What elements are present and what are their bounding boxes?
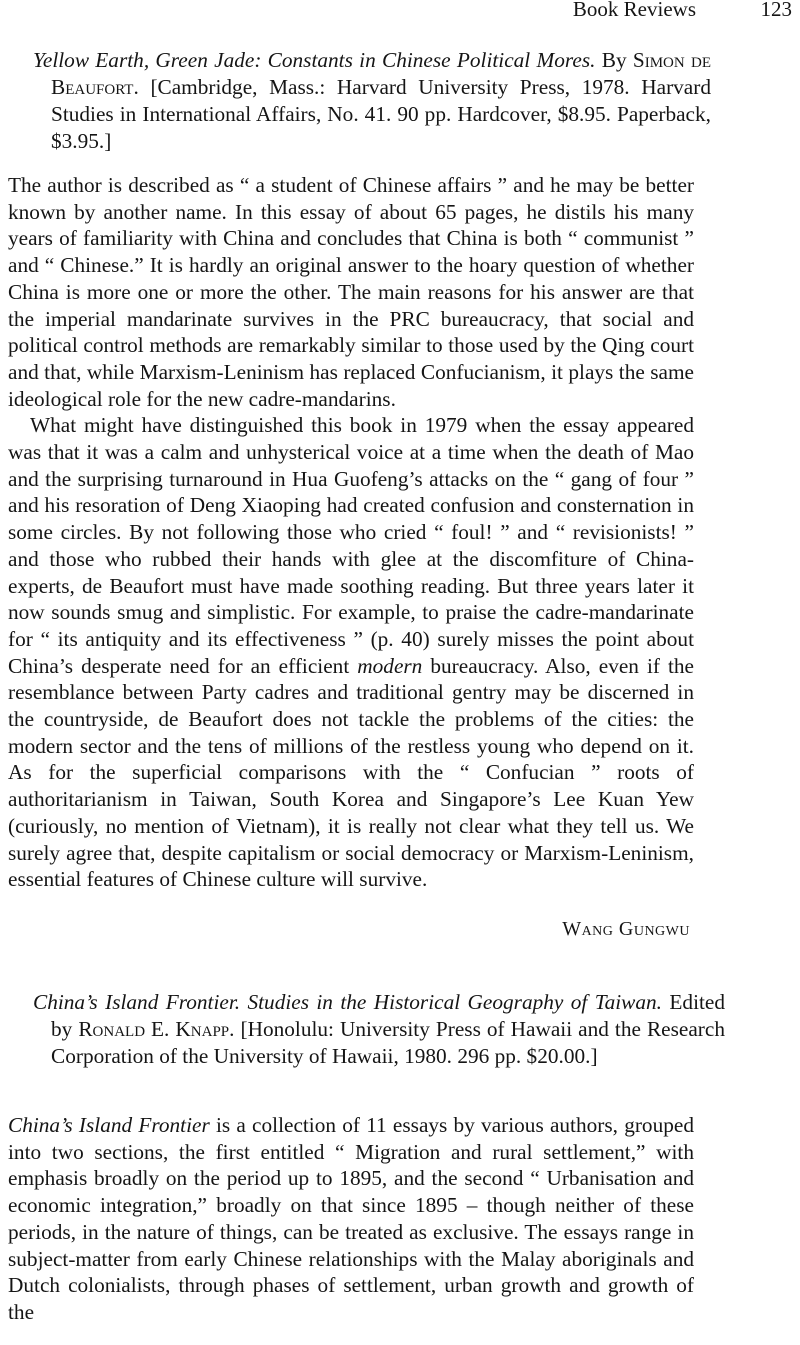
review-text-2 (8, 1112, 694, 1326)
review-text-1 (8, 172, 694, 893)
reviewer-name-1: Wang Gungwu (562, 918, 690, 940)
book-title-1: Yellow Earth, Green Jade: Constants in Chinese Political Mores. (33, 48, 596, 72)
review-2-book-title: China’s Island Frontier (8, 1113, 210, 1137)
running-title: Book Reviews (572, 0, 696, 21)
review-1-paragraph-2-start: What might have distinguished this book in 1979 when the essay appeared was that it was a calm and unhysterical voice at a time when the death of Mao and the surprising turnaround in Hua Guofeng’s attacks on the “ gang of four ” and his resoration of Deng Xiaoping had created confusion and consternation in some circles. By not following those who cried “ foul! ” and “ revisionists! ” and those who rubbed their hands with glee at the discomfiture of China-experts, de Beaufort must have made soothing reading. But three years later it now sounds smug and simplistic. For example, to praise the cadre-mandarinate for “ its antiquity and its effectiveness ” (p. 40) surely misses the point about China’s desperate need for an efficient (8, 413, 694, 678)
book-citation-1 (33, 47, 711, 155)
review-1-paragraph-2 (8, 412, 694, 893)
book-citation-2 (33, 989, 725, 1070)
review-1-paragraph-1: The author is described as “ a student of Chinese affairs ” and he may be better known by another name. In this essay of about 65 pages, he distils his many years of familiarity with China and concludes that China is both “ communist ” and “ Chinese.” It is hardly an original answer to the hoary question of whether China is more one or more the other. The main reasons for his answer are that the imperial mandarinate survives in the PRC bureaucracy, that social and political control methods are remarkably similar to those used by the Qing court and that, while Marxism-Leninism has replaced Confucianism, it plays the same ideological role for the new cadre-mandarins. (8, 173, 694, 411)
review-2-paragraph-1 (8, 1112, 694, 1326)
book-publication-details-1: [Cambridge, Mass.: Harvard University Press, 1978. Harvard Studies in International Affairs, No. 41. 90 pp. Hardcover, $8.95. Paperback, $3.95.] (51, 75, 711, 153)
book-edited-by-label: Edited by (51, 990, 726, 1041)
running-head (0, 0, 800, 25)
emphasized-word-modern: modern (357, 653, 423, 678)
book-author-1: Simon de Beaufort. (51, 48, 711, 99)
page-number: 123 (760, 0, 792, 21)
book-by-label: By (601, 48, 627, 72)
book-editor-2: Ronald E. Knapp. (78, 1017, 235, 1041)
review-2-paragraph-text: is a collection of 11 essays by various authors, grouped into two sections, the first entitled “ Migration and rural settlement,” with emphasis broadly on the period up to 1895, and the second “ Urbanisation and economic integration,” broadly on that since 1895 – though neither of these periods, in the nature of things, can be treated as exclusive. The essays range in subject-matter from early Chinese relationships with the Malay aboriginals and Dutch colonialists, through phases of settlement, urban growth and growth of the (8, 1113, 694, 1324)
review-1-paragraph-2-end: bureaucracy. Also, even if the resemblance between Party cadres and traditional gentry may be discerned in the countryside, de Beaufort does not tackle the problems of the cities: the modern sector and the tens of millions of the restless young who depend on it. As for the superficial comparisons with the “ Confucian ” roots of authoritarianism in Taiwan, South Korea and Singapore’s Lee Kuan Yew (curiously, no mention of Vietnam), it is really not clear what they tell us. We surely agree that, despite capitalism or social democracy or Marxism-Leninism, essential features of Chinese culture will survive. (8, 653, 695, 892)
book-publication-details-2: [Honolulu: University Press of Hawaii and the Research Corporation of the University of Hawaii, 1980. 296 pp. $20.00.] (51, 1017, 726, 1068)
book-title-2: China’s Island Frontier. Studies in the Historical Geography of Taiwan. (33, 990, 663, 1014)
